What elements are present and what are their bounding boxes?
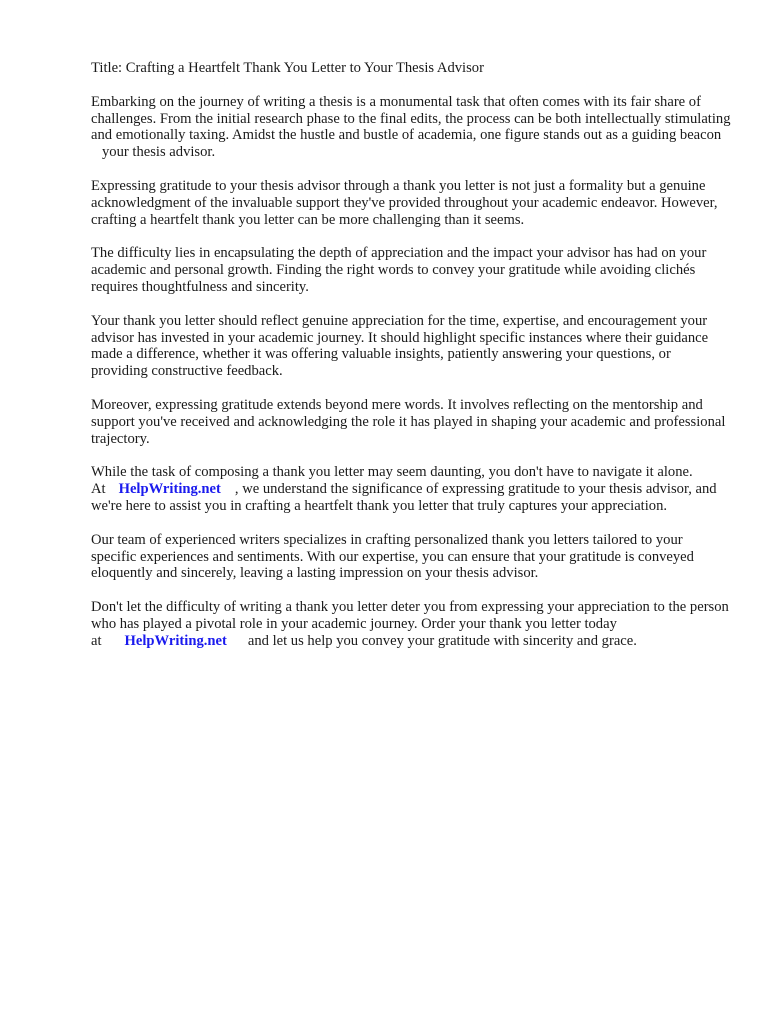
paragraph-gratitude: Expressing gratitude to your thesis advisor through a thank you letter is not just a formality but a genuine acknowledgment of the invaluable support they've provided throughout your academic endeavor. However, crafting a heartfelt thank you letter can be more challenging than it seems. (91, 177, 718, 228)
helpwriting-link[interactable]: HelpWriting.net (118, 481, 221, 498)
paragraph-order-end: and let us help you convey your gratitude with sincerity and grace. (247, 632, 637, 649)
paragraph-order (91, 599, 731, 649)
paragraph-intro-end: your thesis advisor. (102, 144, 216, 161)
paragraph-assist-end: , we understand the significance of expressing gratitude to your thesis advisor, and we're here to assist you in crafting a heartfelt thank you letter that truly captures your appreciation. (91, 481, 717, 514)
paragraph-intro (91, 94, 731, 161)
paragraph-order-start: Don't let the difficulty of writing a thank you letter deter you from expressing your appreciation to the person who has played a pivotal role in your academic journey. Order your thank you letter today at (91, 599, 729, 649)
paragraph-intro-text: Embarking on the journey of writing a thesis is a monumental task that often comes with its fair share of challenges. From the initial research phase to the final edits, the process can be both intellectually stimulating and emotionally taxing. Amidst the hustle and bustle of academia, one figure stands out as a guiding beacon (91, 93, 731, 144)
paragraph-difficulty: The difficulty lies in encapsulating the depth of appreciation and the impact your advisor has had on your academic and personal growth. Finding the right words to convey your gratitude while avoiding clichés requires thoughtfulness and sincerity. (91, 245, 707, 295)
paragraph-moreover: Moreover, expressing gratitude extends beyond mere words. It involves reflecting on the mentorship and support you've received and acknowledging the role it has played in shaping your academic and professional trajectory. (91, 396, 726, 447)
document-title: Title: Crafting a Heartfelt Thank You Letter to Your Thesis Advisor (91, 60, 484, 76)
helpwriting-link-order[interactable]: HelpWriting.net (124, 632, 227, 649)
paragraph-reflect: Your thank you letter should reflect genuine appreciation for the time, expertise, and encouragement your advisor has invested in your academic journey. It should highlight specific instances where their guidance made a difference, whether it was offering valuable insights, patiently answering your questions, or providing constructive feedback. (91, 312, 709, 380)
paragraph-assist (91, 464, 731, 514)
paragraph-assist-start: While the task of composing a thank you letter may seem daunting, you don't have to navigate it alone. At (91, 464, 693, 498)
paragraph-team: Our team of experienced writers specializes in crafting personalized thank you letters tailored to your specific experiences and sentiments. With our expertise, you can ensure that your gratitude is conveyed eloquently and sincerely, leaving a lasting impression on your thesis advisor. (91, 531, 694, 582)
document-page (91, 60, 731, 667)
